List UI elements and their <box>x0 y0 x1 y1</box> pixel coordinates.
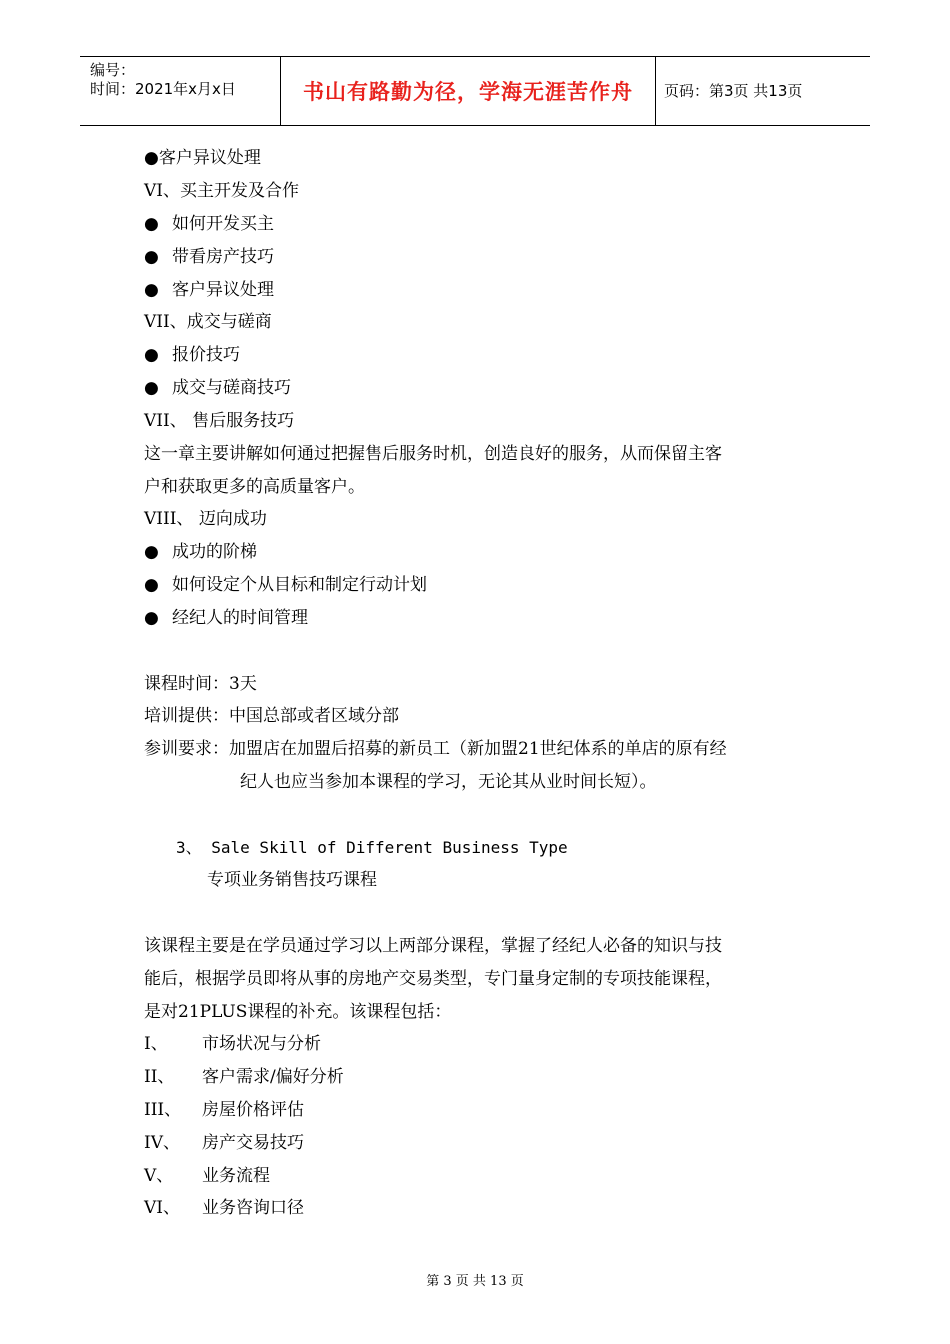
course-title-en: 3、 Sale Skill of Different Business Type <box>176 838 568 857</box>
item-number: VI、 <box>144 1198 180 1218</box>
bullet-mark: ● <box>144 378 159 398</box>
section-heading: VII、 售后服务技巧 <box>144 411 295 431</box>
bullet-mark: ● <box>144 280 159 300</box>
bullet-text: 如何设定个从目标和制定行动计划 <box>172 575 427 595</box>
bullet-item: ●客户异议处理 <box>144 148 261 168</box>
bullet-item <box>144 246 274 268</box>
item-text: 业务流程 <box>202 1166 270 1186</box>
bullet-item <box>144 279 274 301</box>
bullet-mark: ● <box>144 247 159 267</box>
item-number: I、 <box>144 1034 168 1054</box>
bullet-item <box>144 541 257 563</box>
bullet-item <box>144 377 291 399</box>
bullet-text: 成交与磋商技巧 <box>172 378 291 398</box>
course-title-zh: 专项业务销售技巧课程 <box>207 870 377 890</box>
bullet-text: 经纪人的时间管理 <box>172 608 308 628</box>
bullet-mark: ● <box>144 214 159 234</box>
document-number-label: 编号： <box>90 61 136 79</box>
header-meta <box>80 57 280 125</box>
numbered-item <box>144 1132 304 1154</box>
item-text: 市场状况与分析 <box>202 1034 321 1054</box>
item-text: 房产交易技巧 <box>202 1133 304 1153</box>
participant-requirement: 参训要求：加盟店在加盟后招募的新员工（新加盟21世纪体系的单店的原有经 <box>144 739 727 759</box>
bullet-text: 如何开发买主 <box>172 214 274 234</box>
bullet-mark: ● <box>144 575 159 595</box>
item-number: III、 <box>144 1100 182 1120</box>
training-provider: 培训提供：中国总部或者区域分部 <box>144 706 399 726</box>
numbered-item <box>144 1099 304 1121</box>
section-heading: VI、买主开发及合作 <box>144 181 299 201</box>
paragraph-line: 这一章主要讲解如何通过把握售后服务时机，创造良好的服务，从而保留主客 <box>144 444 722 464</box>
header-motto: 书山有路勤为径，学海无涯苦作舟 <box>303 80 633 104</box>
participant-requirement-cont: 纪人也应当参加本课程的学习，无论其从业时间长短）。 <box>240 772 657 792</box>
paragraph-line: 户和获取更多的高质量客户。 <box>144 477 365 497</box>
bullet-text: 客户异议处理 <box>172 280 274 300</box>
page-header <box>80 56 870 126</box>
bullet-mark: ● <box>144 345 159 365</box>
item-number: II、 <box>144 1067 175 1087</box>
header-page-number: 页码：第3页 共13页 <box>664 82 803 100</box>
document-date-label: 时间：2021年x月x日 <box>90 80 236 98</box>
bullet-text: 带看房产技巧 <box>172 247 274 267</box>
item-text: 业务咨询口径 <box>202 1198 304 1218</box>
page-footer: 第 3 页 共 13 页 <box>426 1274 524 1289</box>
numbered-item <box>144 1165 270 1187</box>
numbered-item <box>144 1033 321 1055</box>
numbered-item <box>144 1066 344 1088</box>
paragraph-line: 是对21PLUS课程的补充。该课程包括： <box>144 1002 452 1022</box>
bullet-item <box>144 213 274 235</box>
item-number: IV、 <box>144 1133 180 1153</box>
bullet-item <box>144 574 427 596</box>
header-motto-cell <box>280 57 656 125</box>
header-page-cell <box>656 57 870 125</box>
bullet-mark: ● <box>144 542 159 562</box>
numbered-item <box>144 1197 304 1219</box>
section-heading: VII、成交与磋商 <box>144 312 272 332</box>
item-text: 客户需求/偏好分析 <box>202 1067 344 1087</box>
item-text: 房屋价格评估 <box>202 1100 304 1120</box>
bullet-text: 报价技巧 <box>172 345 240 365</box>
paragraph-line: 能后，根据学员即将从事的房地产交易类型，专门量身定制的专项技能课程， <box>144 969 722 989</box>
bullet-text: 成功的阶梯 <box>172 542 257 562</box>
section-heading: VIII、 迈向成功 <box>144 509 267 529</box>
bullet-mark: ● <box>144 608 159 628</box>
paragraph-line: 该课程主要是在学员通过学习以上两部分课程，掌握了经纪人必备的知识与技 <box>144 936 722 956</box>
bullet-item <box>144 607 308 629</box>
course-duration: 课程时间：3天 <box>144 674 257 694</box>
bullet-item <box>144 344 240 366</box>
item-number: V、 <box>144 1166 174 1186</box>
